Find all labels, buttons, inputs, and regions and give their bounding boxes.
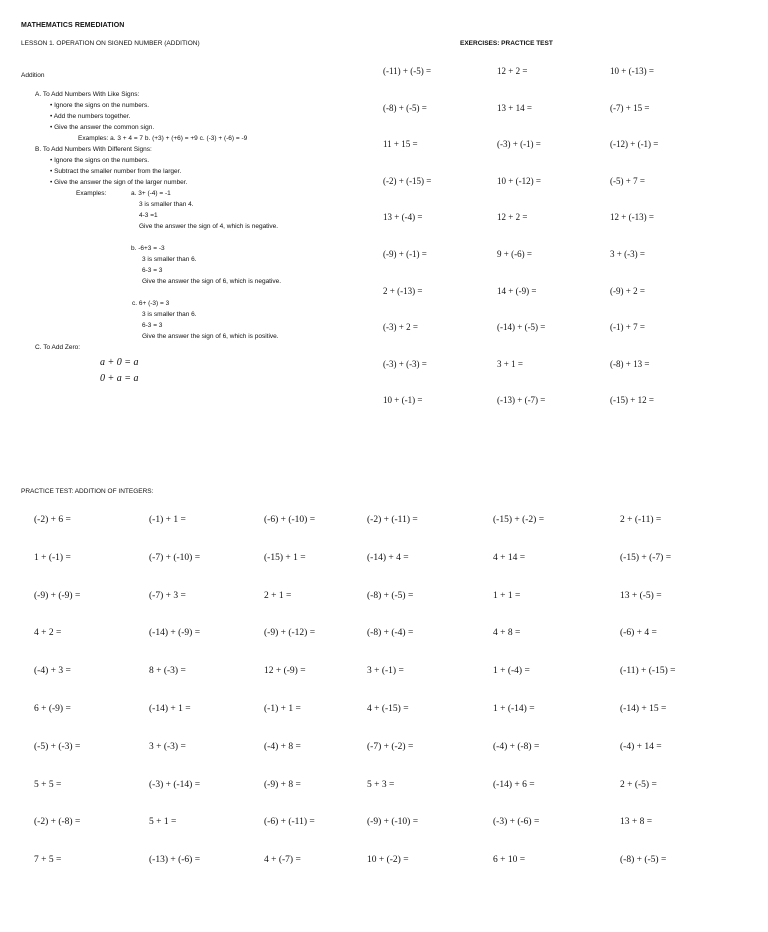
example-c-step-2: 6-3 = 3 [142,322,163,329]
exercise-item: (-15) + 12 = [610,395,654,405]
practice-item: (-14) + 6 = [493,780,535,790]
rule-b-bullet-2: • Subtract the smaller number from the larger. [50,168,182,175]
exercise-item: 13 + (-4) = [383,212,423,222]
practice-item: 6 + 10 = [493,855,526,865]
practice-item: (-9) + (-10) = [367,817,419,827]
practice-item: 4 + (-15) = [367,704,409,714]
practice-item: 10 + (-2) = [367,855,409,865]
practice-item: (-8) + (-5) = [367,591,414,601]
practice-item: (-14) + 15 = [620,704,667,714]
practice-item: (-4) + 3 = [34,666,71,676]
example-a-step-1: 3 is smaller than 4. [139,201,194,208]
exercise-item: 13 + 14 = [497,103,532,113]
exercise-item: 11 + 15 = [383,139,418,149]
practice-item: (-13) + (-6) = [149,855,201,865]
practice-item: (-5) + (-3) = [34,742,81,752]
exercise-item: (-9) + (-1) = [383,249,427,259]
practice-item: (-7) + (-10) = [149,553,201,563]
practice-item: 8 + (-3) = [149,666,186,676]
rule-b-bullet-1: • Ignore the signs on the numbers. [50,157,150,164]
practice-item: 13 + (-5) = [620,591,662,601]
section-addition: Addition [21,72,45,79]
practice-item: 4 + 14 = [493,553,526,563]
practice-item: 3 + (-3) = [149,742,186,752]
practice-item: (-4) + 14 = [620,742,662,752]
practice-item: (-1) + 1 = [149,515,186,525]
exercise-item: 10 + (-12) = [497,176,541,186]
zero-rule-2: 0 + a = a [100,373,139,384]
rule-a-bullet-1: • Ignore the signs on the numbers. [50,102,150,109]
practice-item: 5 + 3 = [367,780,395,790]
exercise-item: (-3) + (-3) = [383,359,427,369]
rule-a-bullet-3: • Give the answer the common sign. [50,124,155,131]
practice-item: 2 + (-5) = [620,780,657,790]
exercises-heading: EXERCISES: PRACTICE TEST [460,40,553,47]
example-c-equation: c. 6+ (-3) = 3 [132,300,170,307]
practice-item: (-4) + (-8) = [493,742,540,752]
practice-item: (-6) + (-10) = [264,515,316,525]
practice-item: (-6) + (-11) = [264,817,315,827]
practice-item: (-8) + (-5) = [620,855,667,865]
practice-item: (-2) + (-8) = [34,817,81,827]
practice-item: 1 + 1 = [493,591,521,601]
example-b-step-2: 6-3 = 3 [142,267,163,274]
practice-item: 7 + 5 = [34,855,62,865]
document-title: MATHEMATICS REMEDIATION [21,22,125,29]
practice-item: (-14) + (-9) = [149,628,201,638]
practice-item: 5 + 1 = [149,817,177,827]
exercise-item: 3 + 1 = [497,359,523,369]
exercise-item: 12 + 2 = [497,212,528,222]
practice-item: (-9) + (-12) = [264,628,316,638]
example-b-equation: b. -6+3 = -3 [131,245,165,252]
practice-item: (-14) + 1 = [149,704,191,714]
exercise-item: (-1) + 7 = [610,322,645,332]
rule-a-examples: Examples: a. 3 + 4 = 7 b. (+3) + (+6) = +9 c. (-3) + (-6) = -9 [78,135,248,142]
exercise-item: 10 + (-13) = [610,66,654,76]
example-a-equation: a. 3+ (-4) = -1 [131,190,171,197]
example-b-step-1: 3 is smaller than 6. [142,256,197,263]
practice-item: 4 + (-7) = [264,855,301,865]
example-a-step-2: 4-3 =1 [139,212,158,219]
practice-item: (-15) + (-7) = [620,553,672,563]
exercise-item: (-13) + (-7) = [497,395,546,405]
exercise-item: 10 + (-1) = [383,395,423,405]
practice-item: (-14) + 4 = [367,553,409,563]
exercise-item: (-8) + 13 = [610,359,650,369]
exercise-item: 12 + 2 = [497,66,528,76]
exercise-item: 14 + (-9) = [497,286,537,296]
example-c-step-1: 3 is smaller than 6. [142,311,197,318]
practice-item: (-2) + (-11) = [367,515,418,525]
practice-item: (-9) + (-9) = [34,591,81,601]
rule-c-title: C. To Add Zero: [35,344,81,351]
practice-item: 2 + 1 = [264,591,292,601]
zero-rule-1: a + 0 = a [100,357,139,368]
rule-a-title: A. To Add Numbers With Like Signs: [35,91,140,98]
exercise-item: 12 + (-13) = [610,212,654,222]
exercise-item: (-11) + (-5) = [383,66,432,76]
practice-item: 6 + (-9) = [34,704,71,714]
exercise-item: (-5) + 7 = [610,176,645,186]
practice-item: 2 + (-11) = [620,515,662,525]
rule-a-bullet-2: • Add the numbers together. [50,113,131,120]
example-c-step-3: Give the answer the sign of 6, which is positive. [142,333,279,340]
practice-item: 1 + (-4) = [493,666,530,676]
practice-item: (-11) + (-15) = [620,666,676,676]
rule-b-title: B. To Add Numbers With Different Signs: [35,146,152,153]
exercise-item: (-3) + (-1) = [497,139,541,149]
exercise-item: (-3) + 2 = [383,322,418,332]
practice-item: (-8) + (-4) = [367,628,414,638]
rule-b-examples-label: Examples: [76,190,107,197]
practice-item: (-15) + (-2) = [493,515,545,525]
practice-item: 12 + (-9) = [264,666,306,676]
exercise-item: (-7) + 15 = [610,103,650,113]
practice-item: (-9) + 8 = [264,780,301,790]
exercise-item: (-14) + (-5) = [497,322,546,332]
practice-item: (-6) + 4 = [620,628,657,638]
practice-item: 1 + (-14) = [493,704,535,714]
practice-item: 5 + 5 = [34,780,62,790]
practice-item: (-1) + 1 = [264,704,301,714]
practice-item: (-3) + (-6) = [493,817,540,827]
example-a-step-3: Give the answer the sign of 4, which is negative. [139,223,279,230]
exercise-item: 9 + (-6) = [497,249,532,259]
exercise-item: 2 + (-13) = [383,286,423,296]
exercise-item: (-8) + (-5) = [383,103,427,113]
practice-item: (-15) + 1 = [264,553,306,563]
practice-item: (-4) + 8 = [264,742,301,752]
practice-item: (-3) + (-14) = [149,780,201,790]
practice-item: (-7) + (-2) = [367,742,414,752]
practice-item: 1 + (-1) = [34,553,71,563]
practice-heading: PRACTICE TEST: ADDITION OF INTEGERS: [21,488,154,495]
exercise-item: (-9) + 2 = [610,286,645,296]
practice-item: 13 + 8 = [620,817,653,827]
practice-item: 3 + (-1) = [367,666,404,676]
exercise-item: (-2) + (-15) = [383,176,432,186]
exercise-item: (-12) + (-1) = [610,139,659,149]
exercise-item: 3 + (-3) = [610,249,645,259]
practice-item: 4 + 8 = [493,628,521,638]
example-b-step-3: Give the answer the sign of 6, which is negative. [142,278,282,285]
practice-item: (-7) + 3 = [149,591,186,601]
practice-item: 4 + 2 = [34,628,62,638]
rule-b-bullet-3: • Give the answer the sign of the larger number. [50,179,188,186]
lesson-heading: LESSON 1. OPERATION ON SIGNED NUMBER (ADDITION) [21,40,200,47]
practice-item: (-2) + 6 = [34,515,71,525]
